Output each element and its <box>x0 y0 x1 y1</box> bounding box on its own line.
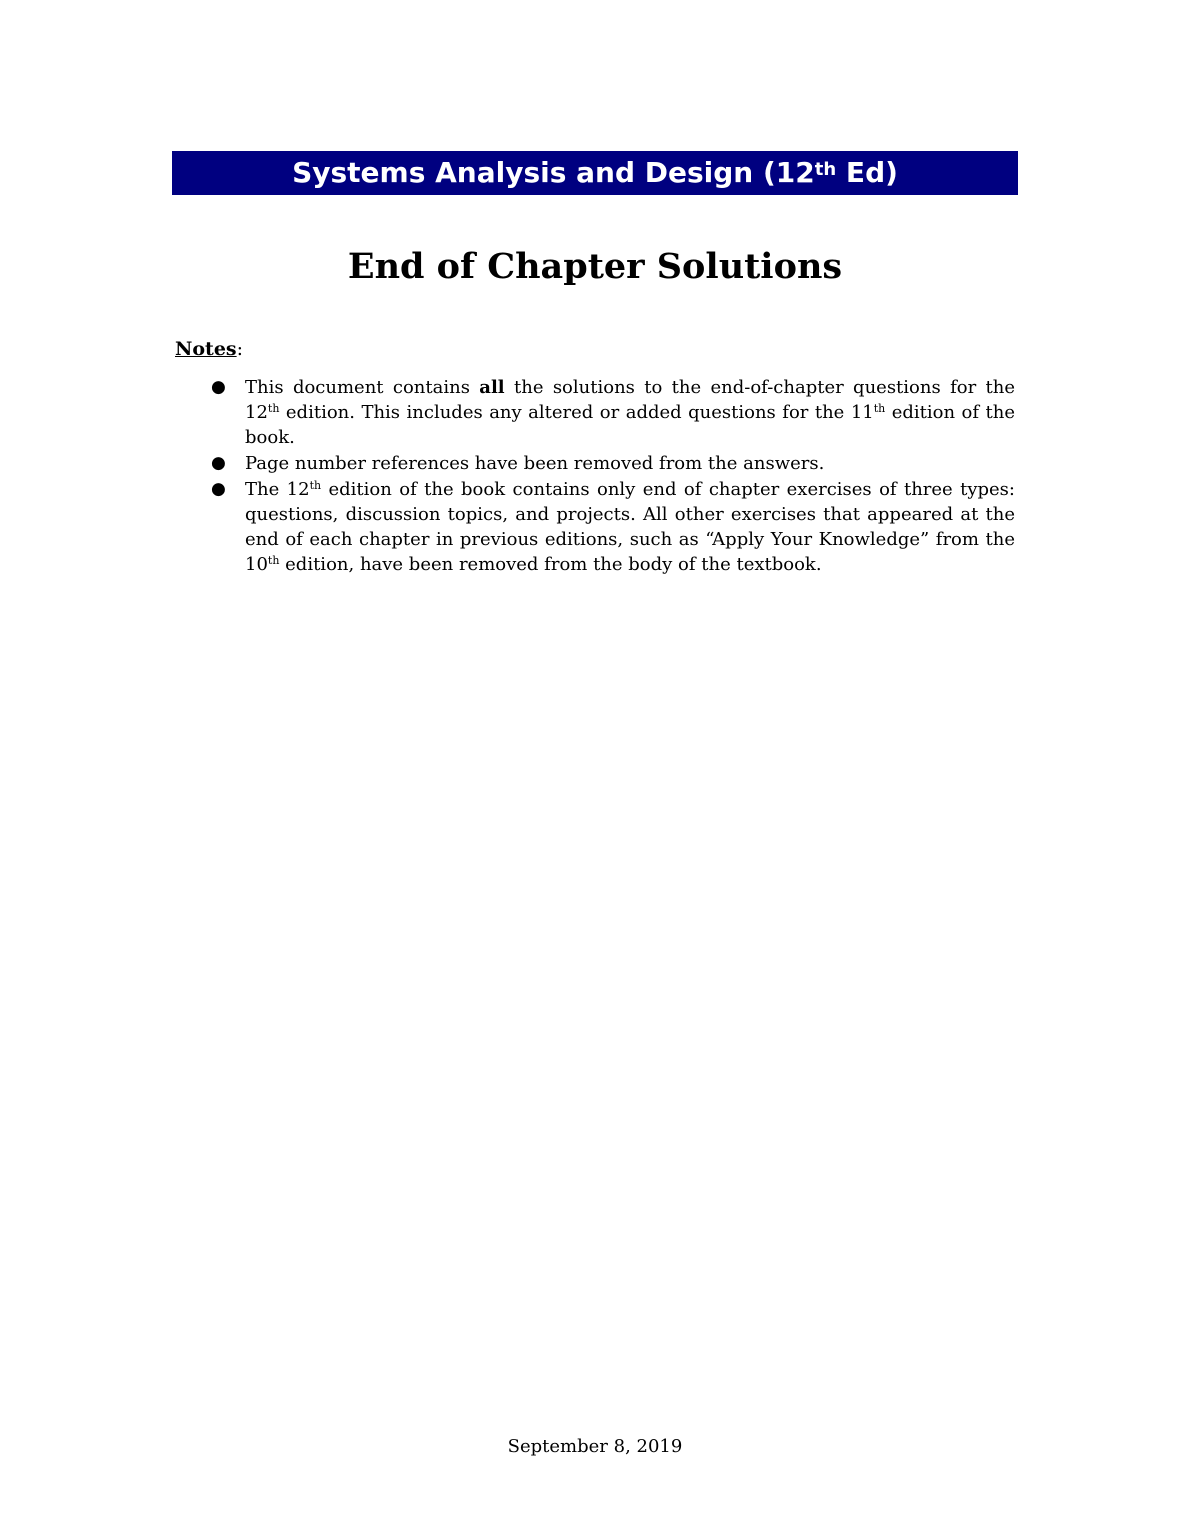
bullet-icon: ● <box>211 479 226 499</box>
banner-title-end: Ed) <box>836 156 898 189</box>
note-1-sup-b: th <box>873 402 886 415</box>
footer-date: September 8, 2019 <box>507 1436 683 1457</box>
note-3-text-b: edition of the book contains only end of chapter exercises of three types: questions, discussion topics, and projects. All other exercises that appeared at the end of each chapter in previous editions, such as “Apply Your Knowledge” from the 10 <box>245 479 1021 575</box>
note-3-sup-b: th <box>267 554 280 567</box>
note-1-bold: all <box>479 377 505 398</box>
note-3-sup-a: th <box>309 479 322 492</box>
list-item <box>211 477 1021 577</box>
notes-label <box>175 337 243 362</box>
note-1-text-b: the solutions to the end-of-chapter questions for the 12 <box>245 377 1021 423</box>
note-3-text-c: edition, have been removed from the body of the textbook. <box>279 554 822 575</box>
note-1-text-c: edition. This includes any altered or added questions for the 11 <box>279 402 874 423</box>
banner-title-superscript: th <box>814 159 837 180</box>
note-1-sup-a: th <box>267 402 280 415</box>
note-2-text: Page number references have been removed from the answers. <box>245 453 825 474</box>
note-1-text-a: This document contains <box>245 377 480 398</box>
bullet-icon: ● <box>211 377 226 397</box>
title-banner <box>172 151 1018 195</box>
notes-label-text: Notes <box>175 338 237 360</box>
bullet-icon: ● <box>211 453 226 473</box>
page-title: End of Chapter Solutions <box>347 246 843 287</box>
note-1-text-d: edition of the book. <box>245 402 1021 448</box>
notes-list <box>211 375 1021 578</box>
notes-label-colon: : <box>236 338 244 360</box>
list-item <box>211 375 1021 450</box>
note-3-text-a: The 12 <box>245 479 310 500</box>
list-item <box>211 451 1015 476</box>
banner-title-main: Systems Analysis and Design (12 <box>292 156 815 189</box>
